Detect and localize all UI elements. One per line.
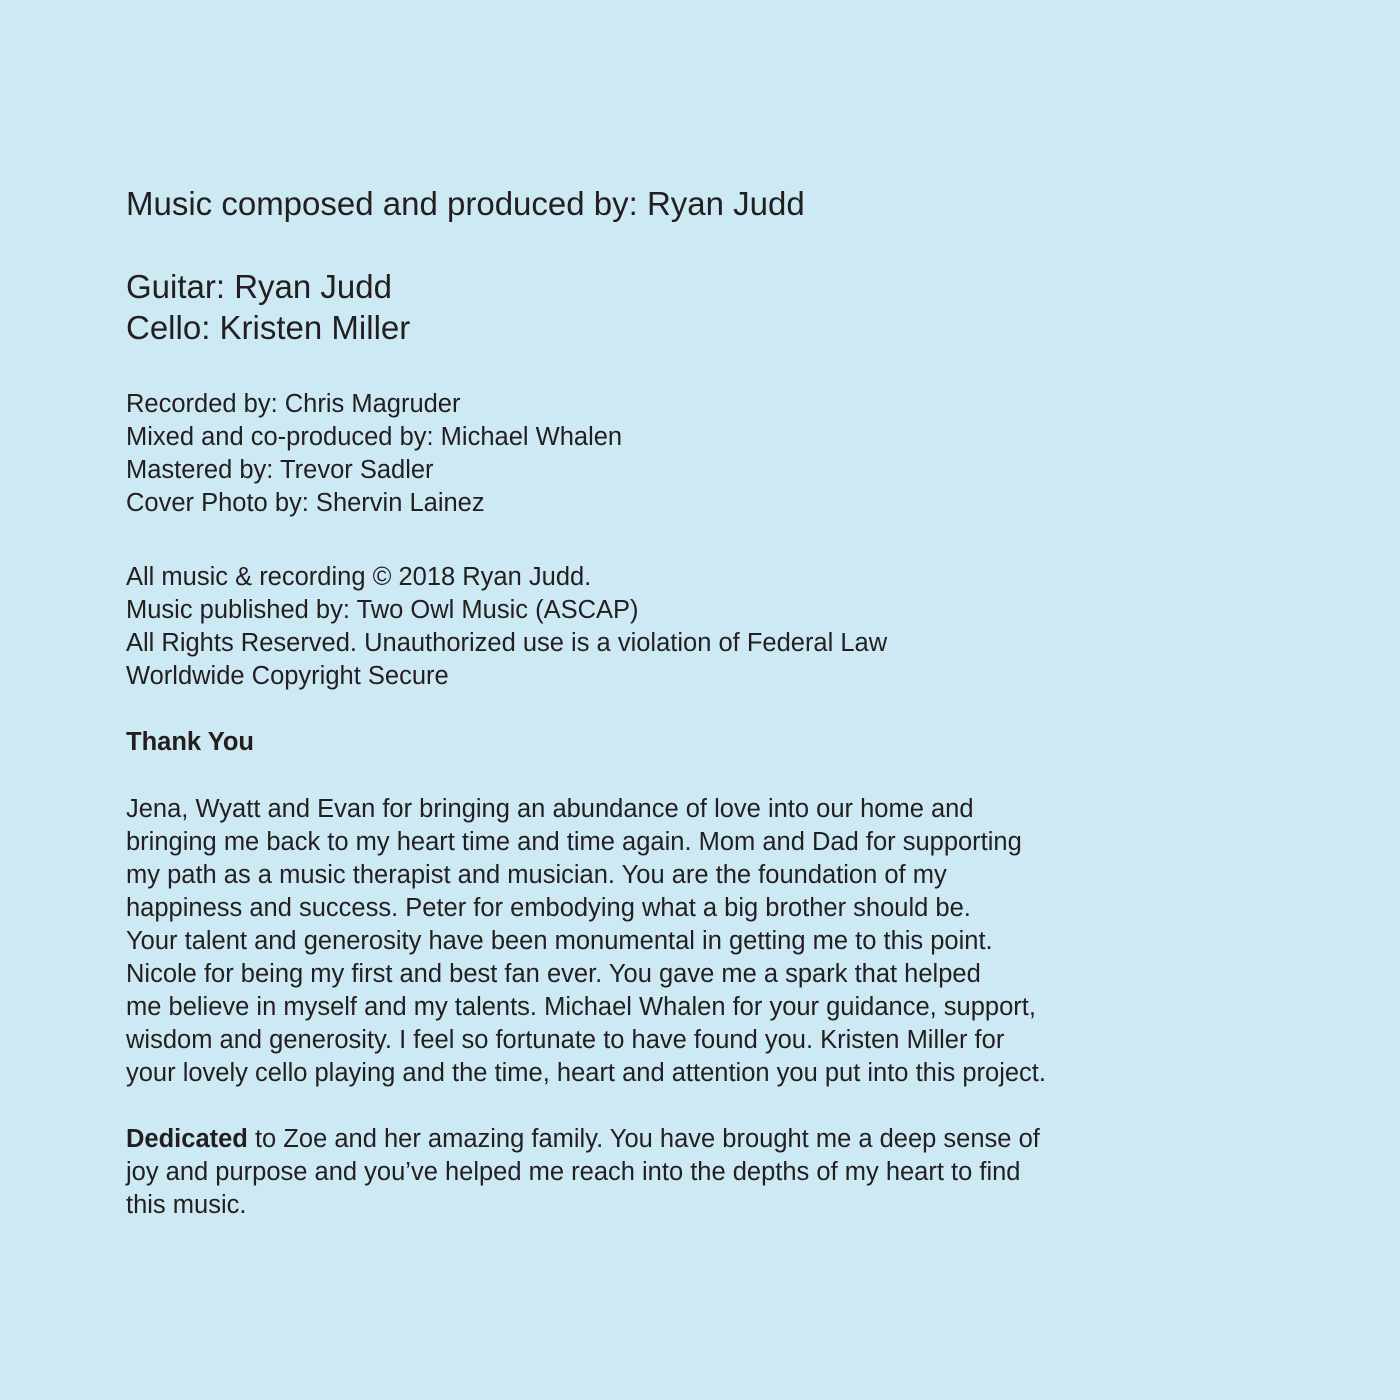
thank-you-line: Jena, Wyatt and Evan for bringing an abundance of love into our home and [126,795,974,823]
thank-you-line: happiness and success. Peter for embodying what a big brother should be. [126,894,971,922]
publisher-line: Music published by: Two Owl Music (ASCAP) [126,596,639,624]
thank-you-line: wisdom and generosity. I feel so fortunate to have found you. Kristen Miller for [126,1026,1005,1054]
cello-credit: Cello: Kristen Miller [126,309,411,346]
recorded-credit: Recorded by: Chris Magruder [126,390,461,418]
rights-line: All Rights Reserved. Unauthorized use is a violation of Federal Law [126,629,888,657]
cover-photo-credit: Cover Photo by: Shervin Lainez [126,489,485,517]
thank-you-line: Your talent and generosity have been monumental in getting me to this point. [126,927,993,955]
thank-you-line: my path as a music therapist and musician. You are the foundation of my [126,861,947,889]
liner-notes-page [126,0,1286,1400]
dedication-line [126,1123,1040,1156]
thank-you-line: me believe in myself and my talents. Michael Whalen for your guidance, support, [126,993,1036,1021]
guitar-credit: Guitar: Ryan Judd [126,268,392,305]
mixed-credit: Mixed and co-produced by: Michael Whalen [126,423,623,451]
dedication-lead: Dedicated [126,1125,248,1153]
mastered-credit: Mastered by: Trevor Sadler [126,456,434,484]
worldwide-copyright-line: Worldwide Copyright Secure [126,662,449,690]
copyright-line: All music & recording © 2018 Ryan Judd. [126,563,592,591]
thank-you-line: Nicole for being my first and best fan ever. You gave me a spark that helped [126,960,981,988]
composer-credit: Music composed and produced by: Ryan Judd [126,185,805,222]
thank-you-heading: Thank You [126,728,254,756]
thank-you-line: bringing me back to my heart time and time again. Mom and Dad for supporting [126,828,1022,856]
dedication-line: joy and purpose and you’ve helped me reach into the depths of my heart to find [126,1158,1021,1186]
dedication-line-text: to Zoe and her amazing family. You have brought me a deep sense of [247,1125,1040,1153]
thank-you-line: your lovely cello playing and the time, heart and attention you put into this project. [126,1059,1046,1087]
dedication-line: this music. [126,1191,247,1219]
